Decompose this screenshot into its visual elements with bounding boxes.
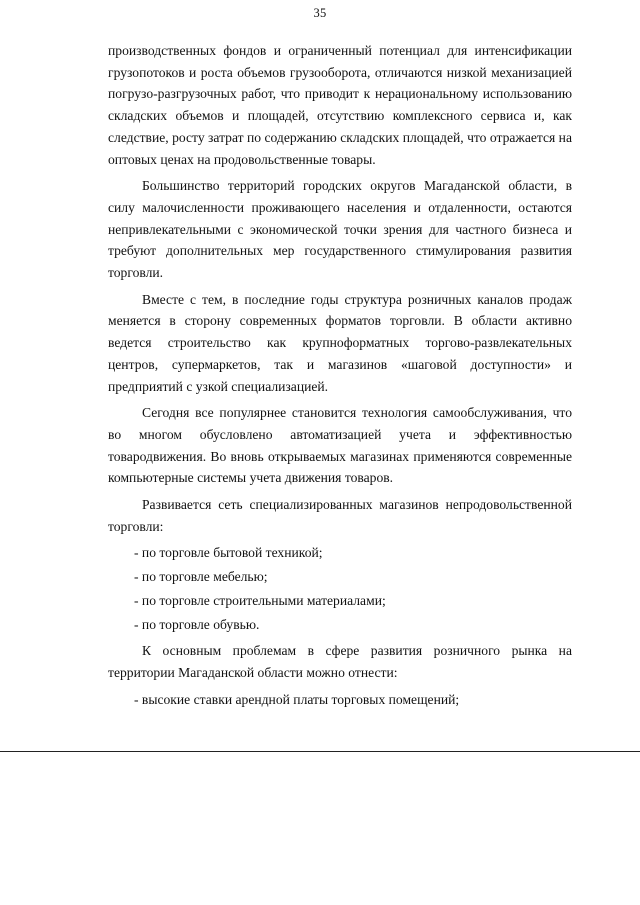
paragraph-retail-channels: Вместе с тем, в последние годы структура розничных каналов продаж меняется в сторону современных форматов торговли. В области активно ведется строительство как крупноформатных торгово-развлекательных центров, супермаркетов, так и магазинов «шаговой доступности» и предприятий с узкой специализацией. <box>108 291 572 394</box>
list-item-furniture: - по торговле мебелью; <box>134 569 268 585</box>
page-number: 35 <box>313 6 327 20</box>
page-bottom-rule <box>0 751 640 752</box>
list-item-footwear: - по торговле обувью. <box>134 616 260 632</box>
paragraph-specialized-stores: Развивается сеть специализированных магазинов непродовольственной торговли: <box>108 497 572 534</box>
list-item-building-materials: - по торговле строительными материалами; <box>134 592 386 608</box>
paragraph-self-service: Сегодня все популярнее становится технология самообслуживания, что во многом обусловлено автоматизацией учета и эффективностью товародвижения. Во вновь открываемых магазинах применяются современные компьютерные системы учета движения товаров. <box>108 405 572 486</box>
paragraph-problems: К основным проблемам в сфере развития розничного рынка на территории Магаданской области можно отнести: <box>108 643 572 680</box>
document-body <box>108 40 572 712</box>
paragraph-continuation: производственных фондов и ограниченный потенциал для интенсификации грузопотоков и роста объемов грузооборота, отличаются низкой механизацией погрузо-разгрузочных работ, что приводит к нерациональному использованию складских объемов и площадей, отсутствию комплексного сервиса и, как следствие, росту затрат по содержанию складских площадей, что отражается на оптовых ценах на продовольственные товары. <box>108 43 572 167</box>
list-item-appliances: - по торговле бытовой техникой; <box>134 545 323 561</box>
list-item-rent: - высокие ставки арендной платы торговых помещений; <box>134 691 460 707</box>
paragraph-territories: Большинство территорий городских округов Магаданской области, в силу малочисленности проживающего населения и отдаленности, остаются непривлекательными с экономической точки зрения для частного бизнеса и требуют дополнительных мер государственного стимулирования развития торговли. <box>108 178 572 281</box>
